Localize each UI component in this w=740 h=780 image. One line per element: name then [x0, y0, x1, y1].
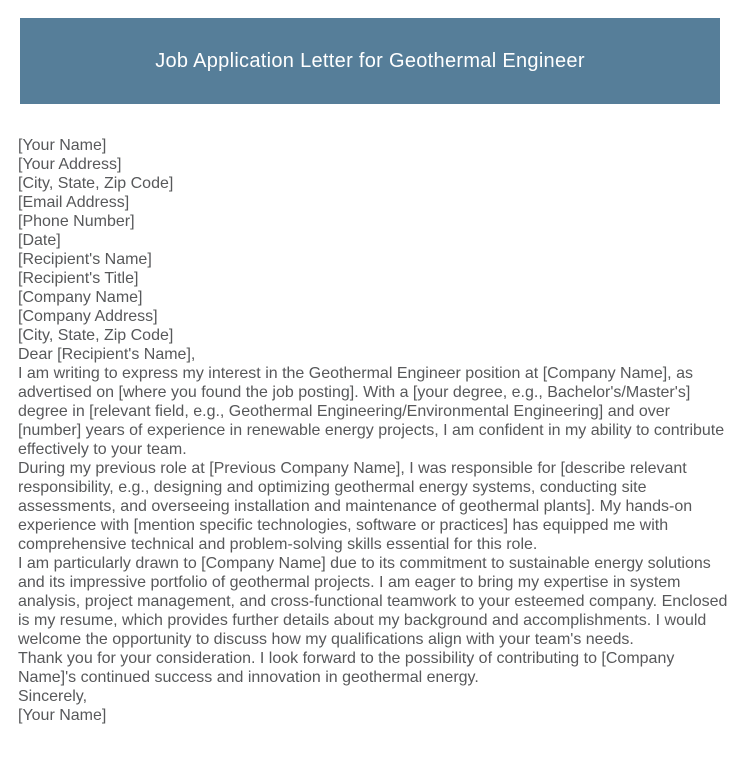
salutation-line: Dear [Recipient's Name], [18, 346, 196, 363]
letter-paragraph-motivation: I am particularly drawn to [Company Name] due to its commitment to sustainable energy solutions and its impressive portfolio of geothermal projects. I am eager to bring my expertise in system analysis, project management, and cross-functional teamwork to your esteemed company. Enclosed is my resume, which provides further details about my background and accomplishments. I would welcome the opportunity to discuss how my qualifications align with your team's needs. [18, 555, 728, 648]
company-name-line: [Company Name] [18, 289, 143, 306]
sender-name-line: [Your Name] [18, 137, 107, 154]
company-city-line: [City, State, Zip Code] [18, 327, 174, 344]
title-banner [20, 18, 720, 104]
letter-paragraph-intro: I am writing to express my interest in the Geothermal Engineer position at [Company Name], as advertised on [where you found the job posting]. With a [your degree, e.g., Bachelor's/Master's] degree in [relevant field, e.g., Geothermal Engineering/Environmental Engineering] and over [number] years of experience in renewable energy projects, I am confident in my ability to contribute effectively to your team. [18, 365, 725, 458]
date-line: [Date] [18, 232, 61, 249]
recipient-name-line: [Recipient's Name] [18, 251, 152, 268]
company-address-line: [Company Address] [18, 308, 158, 325]
recipient-title-line: [Recipient's Title] [18, 270, 139, 287]
letter-paragraph-thanks: Thank you for your consideration. I look forward to the possibility of contributing to [Company Name]'s continued success and innovation in geothermal energy. [18, 650, 675, 686]
letter-paragraph-experience: During my previous role at [Previous Company Name], I was responsible for [describe relevant responsibility, e.g., designing and optimizing geothermal energy systems, conducting site assessments, and overseeing installation and maintenance of geothermal plants]. My hands-on experience with [mention specific technologies, software or practices] has equipped me with comprehensive technical and problem-solving skills essential for this role. [18, 460, 693, 553]
page-title: Job Application Letter for Geothermal Engineer [155, 49, 585, 72]
letter-body [18, 136, 732, 725]
sender-address-line: [Your Address] [18, 156, 122, 173]
closing-line: Sincerely, [18, 688, 88, 705]
sender-email-line: [Email Address] [18, 194, 130, 211]
sender-city-line: [City, State, Zip Code] [18, 175, 174, 192]
signature-line: [Your Name] [18, 707, 107, 724]
sender-phone-line: [Phone Number] [18, 213, 135, 230]
